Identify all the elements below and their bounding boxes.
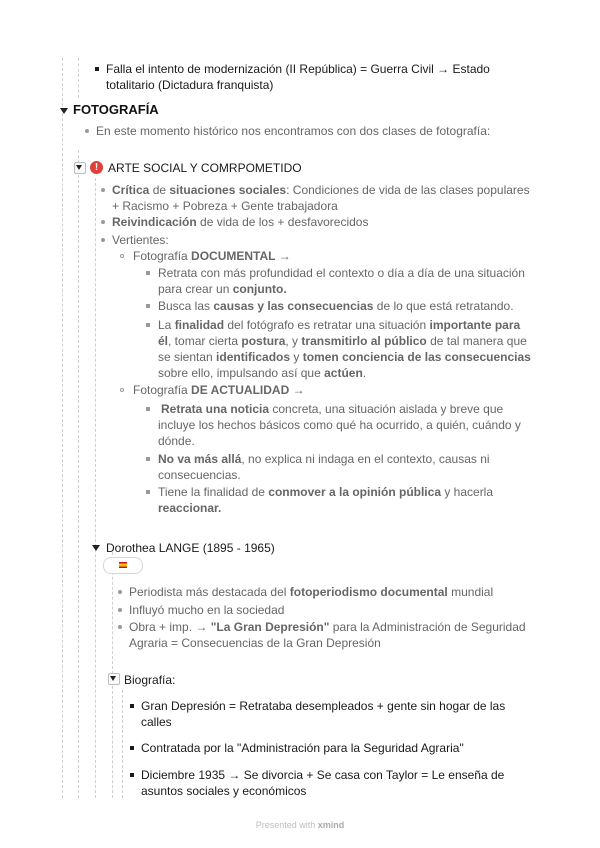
documental-item: él, tomar cierta postura, y transmitirlo al público de tal manera que [158,334,527,348]
biografia-item: Contratada por la "Administración para la Seguridad Agraria" [141,741,464,755]
bullet-dot [101,188,105,192]
bullet-dot [118,608,122,612]
biografia-item: asuntos sociales y económicos [141,784,307,798]
bullet-square [146,323,150,327]
bullet-square [95,67,99,71]
biografia-item: calles [141,715,172,729]
bullet-dot [118,590,122,594]
collapse-toggle-icon[interactable] [92,545,100,551]
documental-item: sobre ello, impulsando así que actúen. [158,366,367,380]
tree-guide-line [78,150,79,798]
critica-text: Crítica de situaciones sociales: Condiciones de vida de las clases populares [112,183,530,197]
actualidad-item: reaccionar. [158,501,222,515]
documental-item: Busca las causas y las consecuencias de lo que está retratando. [158,299,514,313]
documental-item: La finalidad del fotógrafo es retratar una situación importante para [158,318,521,332]
biografia-item: Diciembre 1935 → Se divorcia + Se casa con Taylor = Le enseña de [141,768,505,782]
bullet-circle [120,388,124,392]
lange-item: Obra + imp. → "La Gran Depresión" para la Administración de Seguridad [129,620,526,634]
documental-item: se sientan identificados y tomen conciencia de las consecuencias [158,350,531,364]
documental-heading: Fotografía DOCUMENTAL → [133,249,291,263]
bullet-dot [101,220,105,224]
actualidad-item: dónde. [158,434,195,448]
tree-guide-line [122,690,123,798]
top-item-text: totalitario (Dictadura franquista) [106,78,274,92]
lange-item: Agraria = Consecuencias de la Gran Depresión [129,636,381,650]
bullet-square [130,746,134,750]
biografia-item: Gran Depresión = Retrataba desempleados + gente sin hogar de las [141,699,506,713]
bullet-square [146,407,150,411]
xmind-logo: xmind [317,820,345,830]
bullet-square [130,704,134,708]
flag-marker[interactable] [103,557,143,574]
lange-item: Periodista más destacada del fotoperiodismo documental mundial [129,585,494,599]
actualidad-item: Tiene la finalidad de conmover a la opinión pública y hacerla [158,485,494,499]
bullet-dot [85,129,89,133]
spain-flag-icon [119,562,127,568]
bullet-square [146,490,150,494]
documental-item: Retrata con más profundidad el contexto o día a día de una situación [158,266,525,280]
topic-title-biografia[interactable]: Biografía: [124,673,176,687]
bullet-square [146,304,150,308]
bullet-circle [120,254,124,258]
reivindicacion-text: Reivindicación de vida de los + desfavorecidos [112,215,369,229]
vertientes-text: Vertientes: [112,233,169,247]
topic-title-arte-social[interactable]: ARTE SOCIAL Y COMRPOMETIDO [108,161,302,175]
bullet-dot [101,238,105,242]
tree-guide-line [95,178,96,798]
topic-title-fotografia[interactable]: FOTOGRAFÍA [73,102,159,117]
lange-item: Influyó mucho en la sociedad [129,603,285,617]
collapse-toggle-icon[interactable] [108,673,120,685]
bullet-square [146,271,150,275]
fotografia-intro: En este momento histórico nos encontramos con dos clases de fotografía: [96,124,491,138]
actualidad-heading: Fotografía DE ACTUALIDAD → [133,383,305,397]
tree-guide-line [62,58,63,798]
topic-title-lange[interactable]: Dorothea LANGE (1895 - 1965) [106,541,275,555]
collapse-toggle-icon[interactable] [74,162,86,174]
actualidad-item: No va más allá, no explica ni indaga en el contexto, causas ni [158,452,490,466]
critica-text: + Racismo + Pobreza + Gente trabajadora [112,199,338,213]
footer-credit: Presented with xmind [255,820,345,830]
actualidad-item: incluye los hechos básicos como qué ha ocurrido, a quién, cuándo y [158,418,521,432]
warning-icon: ! [90,161,103,174]
bullet-square [130,773,134,777]
top-item-text: Falla el intento de modernización (II República) = Guerra Civil → Estado [106,62,490,76]
bullet-dot [118,625,122,629]
collapse-toggle-icon[interactable] [60,108,68,114]
actualidad-item: Retrata una noticia concreta, una situación aislada y breve que [161,402,504,416]
actualidad-item: consecuencias. [158,468,241,482]
tree-guide-line [78,58,79,98]
bullet-square [146,457,150,461]
documental-item: para crear un conjunto. [158,282,287,296]
